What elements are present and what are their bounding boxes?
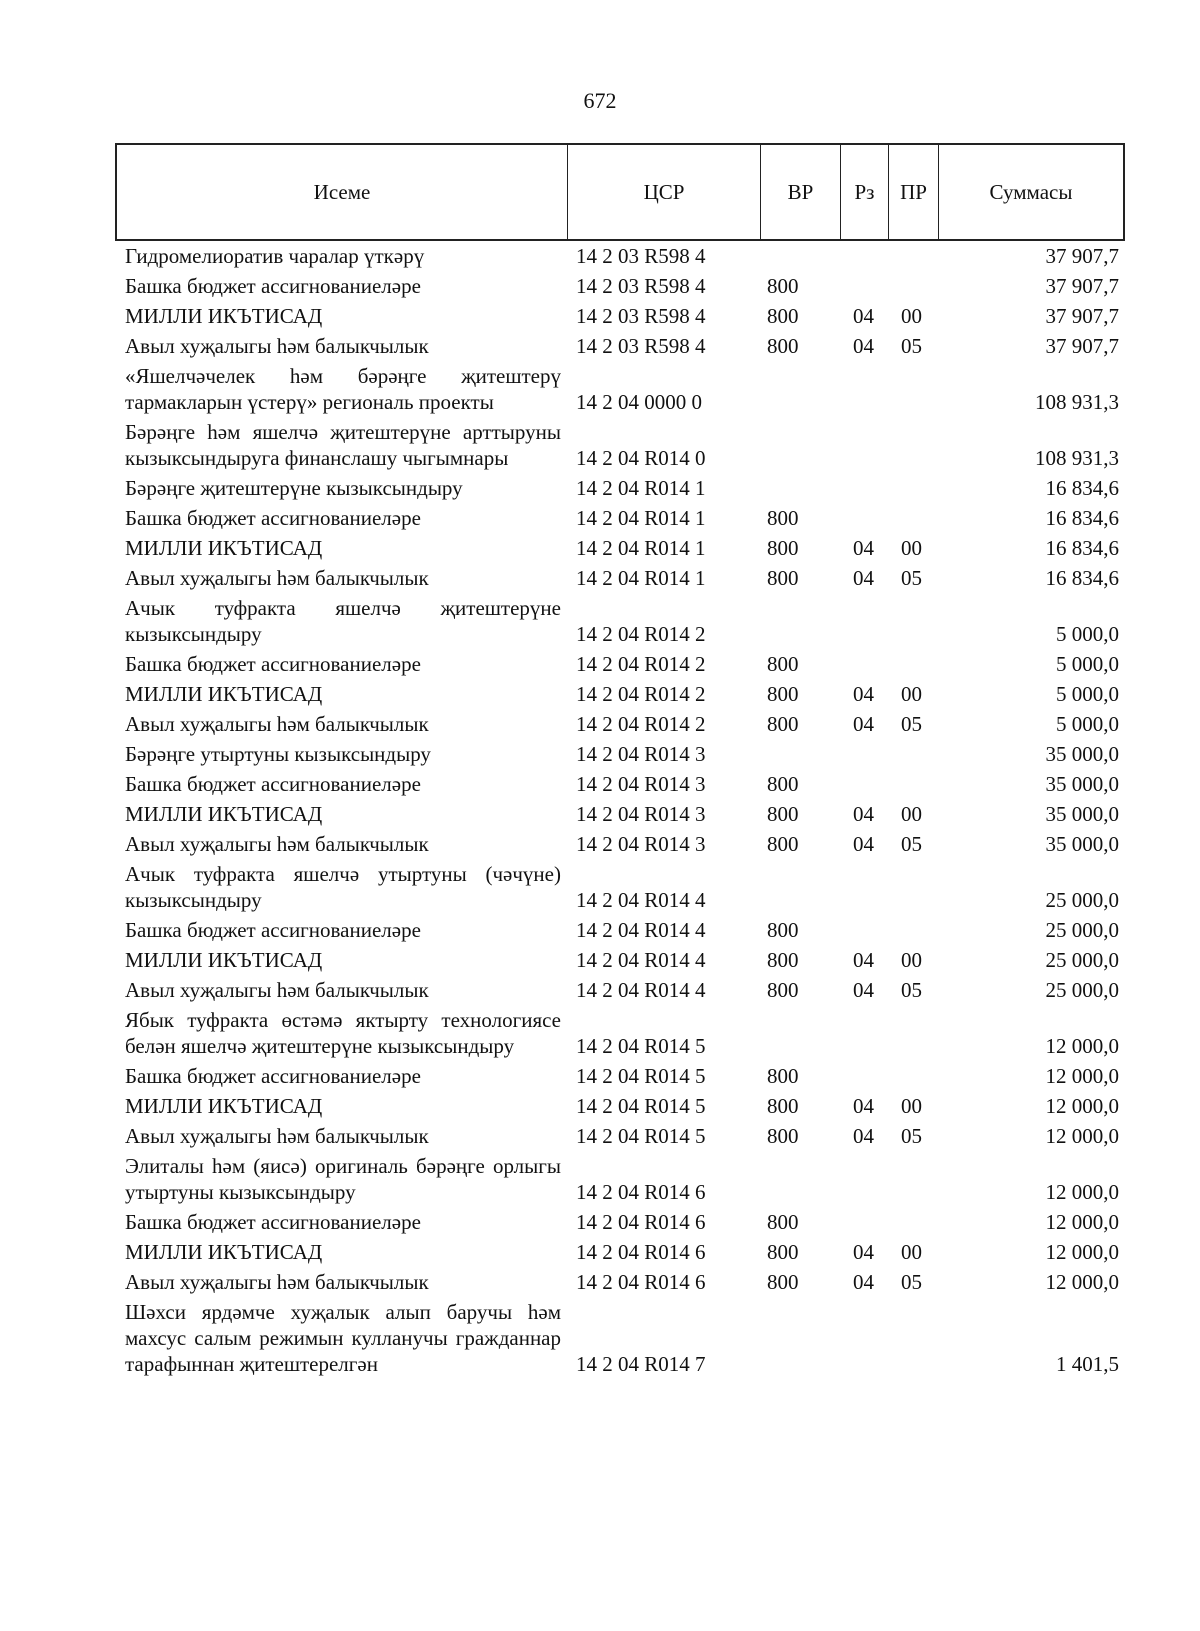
row-csr: 14 2 04 R014 4 <box>576 948 706 972</box>
row-sum: 12 000,0 <box>1045 1180 1119 1204</box>
table-row <box>115 709 1125 739</box>
row-sum: 108 931,3 <box>1035 446 1119 470</box>
row-vr: 800 <box>767 712 799 736</box>
table-row <box>115 859 1125 915</box>
row-csr: 14 2 04 R014 1 <box>576 506 706 530</box>
table-row <box>115 1151 1125 1207</box>
table-row <box>115 361 1125 417</box>
row-sum: 35 000,0 <box>1045 772 1119 796</box>
row-rz: 04 <box>853 304 874 328</box>
row-csr: 14 2 04 R014 3 <box>576 802 706 826</box>
row-csr: 14 2 04 R014 2 <box>576 712 706 736</box>
row-sum: 12 000,0 <box>1045 1064 1119 1088</box>
row-pr: 00 <box>901 682 922 706</box>
row-name: Башка бюджет ассигнованиеләре <box>125 1210 421 1234</box>
row-csr: 14 2 04 R014 6 <box>576 1180 706 1204</box>
row-rz: 04 <box>853 1094 874 1118</box>
row-rz: 04 <box>853 712 874 736</box>
row-name: Бәрәңге һәм яшелчә җитештерүне арттыруны кызыксындыруга финанслашу чыгымнары <box>125 420 561 470</box>
row-pr: 05 <box>901 334 922 358</box>
table-row <box>115 1091 1125 1121</box>
row-sum: 16 834,6 <box>1045 476 1119 500</box>
table-row <box>115 241 1125 271</box>
row-name: МИЛЛИ ИКЪТИСАД <box>125 1240 323 1264</box>
table-row <box>115 473 1125 503</box>
row-sum: 37 907,7 <box>1045 334 1119 358</box>
row-name: Ябык туфракта өстәмә яктырту технологиясе белән яшелчә җитештерүне кызыксындыру <box>125 1008 561 1058</box>
row-name: Ачык туфракта яшелчә утыртуны (чәчүне) кызыксындыру <box>125 862 561 912</box>
row-sum: 12 000,0 <box>1045 1094 1119 1118</box>
table-row <box>115 739 1125 769</box>
row-csr: 14 2 04 R014 2 <box>576 652 706 676</box>
row-csr: 14 2 04 R014 2 <box>576 682 706 706</box>
row-pr: 05 <box>901 712 922 736</box>
row-pr: 05 <box>901 978 922 1002</box>
row-sum: 12 000,0 <box>1045 1240 1119 1264</box>
row-pr: 00 <box>901 948 922 972</box>
row-csr: 14 2 04 R014 3 <box>576 742 706 766</box>
row-pr: 05 <box>901 1124 922 1148</box>
row-csr: 14 2 04 R014 6 <box>576 1240 706 1264</box>
row-name: Авыл хуҗалыгы һәм балыкчылык <box>125 1124 429 1148</box>
table-row <box>115 769 1125 799</box>
row-csr: 14 2 04 R014 1 <box>576 476 706 500</box>
row-name: МИЛЛИ ИКЪТИСАД <box>125 948 323 972</box>
row-vr: 800 <box>767 682 799 706</box>
row-csr: 14 2 03 R598 4 <box>576 274 706 298</box>
row-csr: 14 2 03 R598 4 <box>576 334 706 358</box>
row-csr: 14 2 04 R014 4 <box>576 978 706 1002</box>
row-sum: 35 000,0 <box>1045 742 1119 766</box>
row-sum: 16 834,6 <box>1045 536 1119 560</box>
table-row <box>115 533 1125 563</box>
row-vr: 800 <box>767 978 799 1002</box>
row-csr: 14 2 04 R014 4 <box>576 918 706 942</box>
row-sum: 1 401,5 <box>1056 1352 1119 1376</box>
row-sum: 37 907,7 <box>1045 304 1119 328</box>
row-sum: 37 907,7 <box>1045 244 1119 268</box>
table-row <box>115 1237 1125 1267</box>
table-row <box>115 301 1125 331</box>
row-name: МИЛЛИ ИКЪТИСАД <box>125 304 323 328</box>
row-vr: 800 <box>767 304 799 328</box>
table-row <box>115 945 1125 975</box>
row-sum: 108 931,3 <box>1035 390 1119 414</box>
row-name: Башка бюджет ассигнованиеләре <box>125 652 421 676</box>
table-row <box>115 649 1125 679</box>
row-rz: 04 <box>853 978 874 1002</box>
row-sum: 25 000,0 <box>1045 918 1119 942</box>
table-row <box>115 503 1125 533</box>
row-name: Гидромелиоратив чаралар үткәрү <box>125 244 425 268</box>
header-pr: ПР <box>889 145 939 239</box>
table-row <box>115 1297 1125 1379</box>
row-vr: 800 <box>767 1124 799 1148</box>
row-sum: 12 000,0 <box>1045 1270 1119 1294</box>
table-row <box>115 975 1125 1005</box>
row-csr: 14 2 04 R014 2 <box>576 622 706 646</box>
row-vr: 800 <box>767 1240 799 1264</box>
row-name: Башка бюджет ассигнованиеләре <box>125 772 421 796</box>
table-row <box>115 1207 1125 1237</box>
row-vr: 800 <box>767 652 799 676</box>
row-sum: 35 000,0 <box>1045 832 1119 856</box>
row-pr: 00 <box>901 536 922 560</box>
row-sum: 25 000,0 <box>1045 948 1119 972</box>
row-csr: 14 2 04 R014 6 <box>576 1210 706 1234</box>
table-row <box>115 679 1125 709</box>
row-csr: 14 2 03 R598 4 <box>576 304 706 328</box>
header-vr: ВР <box>761 145 841 239</box>
row-csr: 14 2 03 R598 4 <box>576 244 706 268</box>
row-sum: 12 000,0 <box>1045 1124 1119 1148</box>
row-csr: 14 2 04 R014 5 <box>576 1064 706 1088</box>
row-vr: 800 <box>767 802 799 826</box>
row-name: МИЛЛИ ИКЪТИСАД <box>125 1094 323 1118</box>
row-vr: 800 <box>767 334 799 358</box>
row-csr: 14 2 04 R014 5 <box>576 1034 706 1058</box>
table-row <box>115 799 1125 829</box>
row-vr: 800 <box>767 918 799 942</box>
row-name: Бәрәңге утыртуны кызыксындыру <box>125 742 431 766</box>
table-row <box>115 1061 1125 1091</box>
row-vr: 800 <box>767 1210 799 1234</box>
row-csr: 14 2 04 R014 6 <box>576 1270 706 1294</box>
row-vr: 800 <box>767 1094 799 1118</box>
row-sum: 16 834,6 <box>1045 506 1119 530</box>
header-sum: Суммасы <box>989 179 1073 204</box>
row-name: МИЛЛИ ИКЪТИСАД <box>125 536 323 560</box>
row-vr: 800 <box>767 1270 799 1294</box>
row-pr: 00 <box>901 304 922 328</box>
header-name: Исеме <box>117 145 568 239</box>
row-csr: 14 2 04 R014 1 <box>576 536 706 560</box>
row-csr: 14 2 04 R014 3 <box>576 772 706 796</box>
table-row <box>115 331 1125 361</box>
row-pr: 00 <box>901 1094 922 1118</box>
row-sum: 16 834,6 <box>1045 566 1119 590</box>
row-csr: 14 2 04 R014 4 <box>576 888 706 912</box>
row-csr: 14 2 04 R014 0 <box>576 446 706 470</box>
row-name: «Яшелчәчелек һәм бәрәңге җитештерү тармакларын үстерү» региональ проекты <box>125 364 561 414</box>
table-body <box>115 241 1125 1379</box>
table-header <box>115 143 1125 241</box>
row-sum: 5 000,0 <box>1056 652 1119 676</box>
row-rz: 04 <box>853 1124 874 1148</box>
table-row <box>115 271 1125 301</box>
table-row <box>115 563 1125 593</box>
row-name: Авыл хуҗалыгы һәм балыкчылык <box>125 832 429 856</box>
header-rz: Рз <box>841 145 889 239</box>
row-csr: 14 2 04 R014 7 <box>576 1352 706 1376</box>
row-sum: 5 000,0 <box>1056 712 1119 736</box>
table-row <box>115 1267 1125 1297</box>
row-name: Авыл хуҗалыгы һәм балыкчылык <box>125 712 429 736</box>
row-sum: 37 907,7 <box>1045 274 1119 298</box>
table-row <box>115 1121 1125 1151</box>
row-pr: 05 <box>901 832 922 856</box>
row-sum: 5 000,0 <box>1056 622 1119 646</box>
row-name: Башка бюджет ассигнованиеләре <box>125 918 421 942</box>
row-vr: 800 <box>767 274 799 298</box>
page-number: 672 <box>583 88 617 113</box>
row-name: Авыл хуҗалыгы һәм балыкчылык <box>125 334 429 358</box>
row-sum: 12 000,0 <box>1045 1034 1119 1058</box>
table-row <box>115 829 1125 859</box>
row-rz: 04 <box>853 1240 874 1264</box>
row-name: Авыл хуҗалыгы һәм балыкчылык <box>125 978 429 1002</box>
row-csr: 14 2 04 R014 3 <box>576 832 706 856</box>
table-row <box>115 417 1125 473</box>
row-rz: 04 <box>853 334 874 358</box>
row-csr: 14 2 04 0000 0 <box>576 390 702 414</box>
row-vr: 800 <box>767 506 799 530</box>
row-name: Башка бюджет ассигнованиеләре <box>125 274 421 298</box>
row-name: МИЛЛИ ИКЪТИСАД <box>125 682 323 706</box>
row-name: Элиталы һәм (яисә) оригиналь бәрәңге орлыгы утыртуны кызыксындыру <box>125 1154 561 1204</box>
row-pr: 00 <box>901 802 922 826</box>
row-sum: 5 000,0 <box>1056 682 1119 706</box>
row-vr: 800 <box>767 1064 799 1088</box>
row-rz: 04 <box>853 1270 874 1294</box>
row-pr: 05 <box>901 566 922 590</box>
row-name: Ачык туфракта яшелчә җитештерүне кызыксындыру <box>125 596 561 646</box>
row-sum: 12 000,0 <box>1045 1210 1119 1234</box>
row-sum: 25 000,0 <box>1045 978 1119 1002</box>
row-rz: 04 <box>853 802 874 826</box>
row-pr: 05 <box>901 1270 922 1294</box>
row-rz: 04 <box>853 682 874 706</box>
row-sum: 35 000,0 <box>1045 802 1119 826</box>
row-rz: 04 <box>853 566 874 590</box>
row-vr: 800 <box>767 948 799 972</box>
row-vr: 800 <box>767 566 799 590</box>
header-csr: ЦСР <box>568 145 761 239</box>
row-name: МИЛЛИ ИКЪТИСАД <box>125 802 323 826</box>
row-rz: 04 <box>853 948 874 972</box>
row-name: Авыл хуҗалыгы һәм балыкчылык <box>125 1270 429 1294</box>
row-name: Авыл хуҗалыгы һәм балыкчылык <box>125 566 429 590</box>
row-vr: 800 <box>767 772 799 796</box>
row-rz: 04 <box>853 832 874 856</box>
table-row <box>115 593 1125 649</box>
table-row <box>115 915 1125 945</box>
row-name: Шәхси ярдәмче хуҗалык алып баручы һәм махсус салым режимын кулланучы гражданнар тарафыннан җитештерелгән <box>125 1300 561 1376</box>
row-vr: 800 <box>767 536 799 560</box>
row-name: Башка бюджет ассигнованиеләре <box>125 506 421 530</box>
table-row <box>115 1005 1125 1061</box>
row-name: Башка бюджет ассигнованиеләре <box>125 1064 421 1088</box>
row-csr: 14 2 04 R014 1 <box>576 566 706 590</box>
row-sum: 25 000,0 <box>1045 888 1119 912</box>
row-csr: 14 2 04 R014 5 <box>576 1124 706 1148</box>
row-rz: 04 <box>853 536 874 560</box>
row-pr: 00 <box>901 1240 922 1264</box>
row-vr: 800 <box>767 832 799 856</box>
row-name: Бәрәңге җитештерүне кызыксындыру <box>125 476 463 500</box>
row-csr: 14 2 04 R014 5 <box>576 1094 706 1118</box>
